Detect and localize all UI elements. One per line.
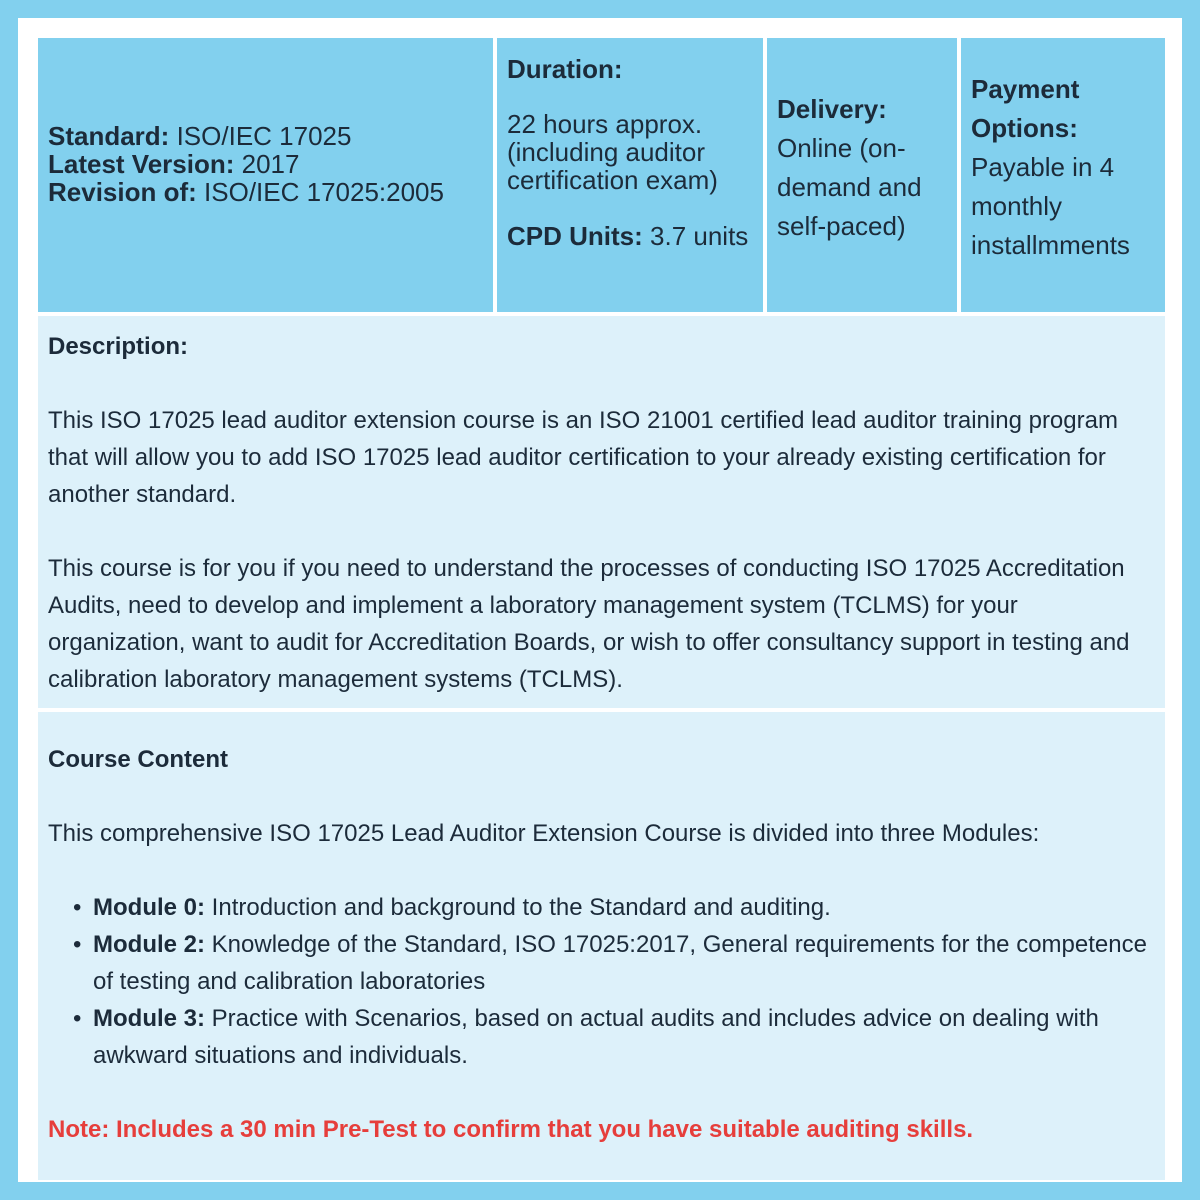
cpd-units	[507, 222, 757, 250]
module-item	[93, 889, 1155, 926]
description-paragraph-2: This course is for you if you need to understand the processes of conducting ISO 17025 Accreditation Audits, need to develop and implement a laboratory management system (TCLMS) for your organization, want to audit for Accreditation Boards, or wish to offer consultancy support in testing and calibration laboratory management systems (TCLMS).	[48, 555, 1130, 693]
revision-line	[48, 178, 444, 206]
duration-cell	[497, 38, 763, 312]
standard-value: ISO/IEC 17025	[176, 121, 352, 151]
module-text: Knowledge of the Standard, ISO 17025:2017, General requirements for the competence of testing and calibration laboratories	[93, 931, 1147, 995]
delivery-cell	[767, 38, 957, 312]
version-value: 2017	[241, 149, 300, 179]
duration-value: 22 hours approx. (including auditor certification exam)	[507, 109, 718, 195]
module-text: Practice with Scenarios, based on actual audits and includes advice on dealing with awkward situations and individuals.	[93, 1005, 1099, 1069]
course-content-section	[38, 712, 1165, 1180]
description-paragraph-1: This ISO 17025 lead auditor extension course is an ISO 21001 certified lead auditor training program that will allow you to add ISO 17025 lead auditor certification to your already existing certification for another standard.	[48, 407, 1118, 508]
module-item	[93, 926, 1155, 1000]
description-title: Description:	[48, 333, 189, 360]
standard-label: Standard:	[48, 121, 170, 151]
module-label: Module 0:	[93, 894, 205, 921]
header-row	[38, 38, 1182, 312]
payment-label: Payment Options:	[971, 74, 1080, 143]
standard-info	[48, 122, 444, 206]
cpd-label: CPD Units:	[507, 221, 643, 251]
version-label: Latest Version:	[48, 149, 235, 179]
module-list	[48, 889, 1155, 1074]
revision-value: ISO/IEC 17025:2005	[204, 177, 444, 207]
payment-cell	[961, 38, 1165, 312]
delivery-info	[777, 90, 952, 246]
standard-cell	[38, 38, 493, 312]
delivery-value: Online (on-demand and self-paced)	[777, 133, 922, 241]
payment-value: Payable in 4 monthly installmments	[971, 152, 1130, 260]
cpd-value: 3.7 units	[650, 221, 749, 251]
module-label: Module 3:	[93, 1005, 205, 1032]
course-content-intro: This comprehensive ISO 17025 Lead Auditor Extension Course is divided into three Modules:	[48, 820, 1040, 847]
standard-line	[48, 122, 444, 150]
duration-label: Duration:	[507, 54, 623, 84]
revision-label: Revision of:	[48, 177, 197, 207]
module-label: Module 2:	[93, 931, 205, 958]
description-section	[38, 316, 1165, 708]
course-info-table	[18, 18, 1182, 1182]
delivery-label: Delivery:	[777, 94, 887, 124]
module-text: Introduction and background to the Standard and auditing.	[211, 894, 831, 921]
version-line	[48, 150, 444, 178]
module-item	[93, 1000, 1155, 1074]
pretest-note: Note: Includes a 30 min Pre-Test to confirm that you have suitable auditing skills.	[48, 1116, 974, 1143]
payment-info	[971, 70, 1161, 265]
course-content-title: Course Content	[48, 746, 228, 773]
